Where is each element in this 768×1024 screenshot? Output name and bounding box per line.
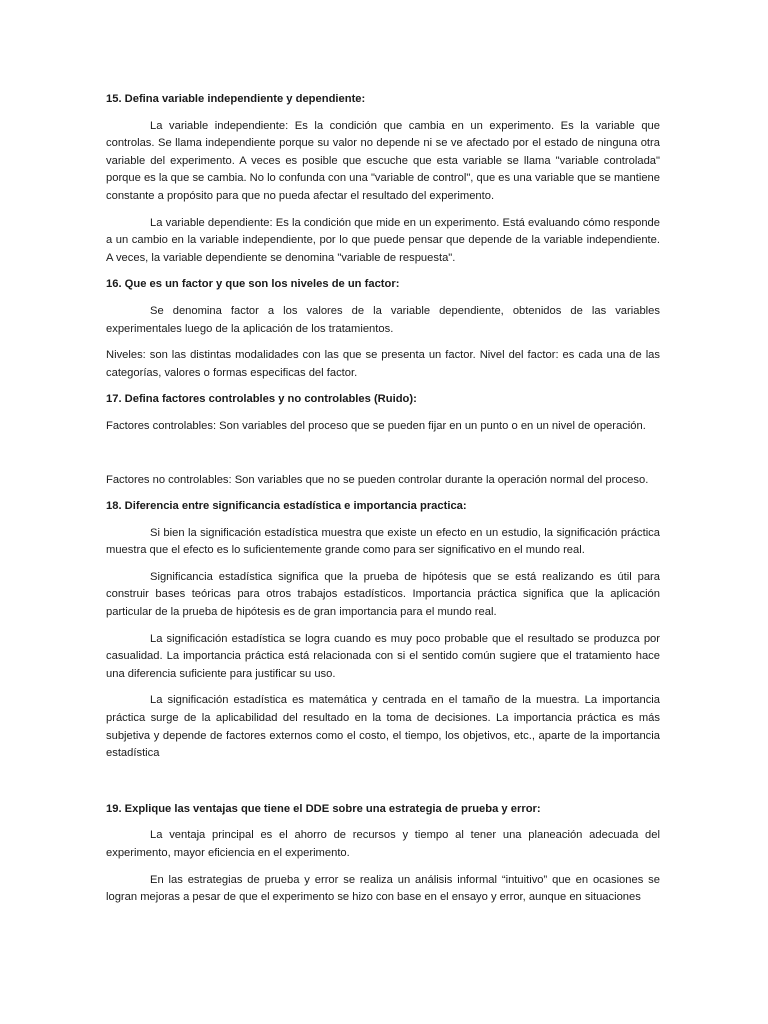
document-page (106, 91, 660, 916)
paragraph-dde-advantage: La ventaja principal es el ahorro de recursos y tiempo al tener una planeación adecuada del experimento, mayor eficiencia en el experimento. (106, 829, 660, 859)
paragraph-factor-levels: Niveles: son las distintas modalidades con las que se presenta un factor. Nivel del factor: es cada una de las categorías, valores o formas especificas del factor. (106, 349, 660, 379)
blank-spacer (106, 445, 660, 472)
section-heading-15: 15. Defina variable independiente y dependiente: (106, 93, 366, 105)
blank-spacer (106, 772, 660, 801)
paragraph-significance-3: La significación estadística se logra cuando es muy poco probable que el resultado se produzca por casualidad. La importancia práctica está relacionada con si el sentido común sugiere que el tratamiento hace una diferencia suficiente para justificar su uso. (106, 632, 660, 680)
paragraph-controllable-factors: Factores controlables: Son variables del proceso que se pueden fijar en un punto o en un nivel de operación. (106, 419, 646, 432)
section-heading-19: 19. Explique las ventajas que tiene el DDE sobre una estrategia de prueba y error: (106, 802, 541, 815)
paragraph-factor-definition: Se denomina factor a los valores de la variable dependiente, obtenidos de las variables experimentales luego de la aplicación de los tratamientos. (106, 304, 660, 335)
paragraph-dependent-variable: La variable dependiente: Es la condición que mide en un experimento. Está evaluando cómo responde a un cambio en la variable independiente, por lo que puede pensar que depende de la variable independiente. A veces, la variable dependiente se denomina "variable de respuesta". (106, 216, 660, 264)
section-heading-18: 18. Diferencia entre significancia estadística e importancia practica: (106, 500, 467, 513)
section-heading-17: 17. Defina factores controlables y no controlables (Ruido): (106, 393, 417, 406)
paragraph-significance-2: Significancia estadística significa que la prueba de hipótesis que se está realizando es útil para construir bases teóricas para otros trabajos estadísticos. Importancia práctica significa que la aplicación particular de la prueba de hipótesis es de gran importancia para el mundo real. (106, 570, 660, 619)
paragraph-significance-1: Si bien la significación estadística muestra que existe un efecto en un estudio, la significación práctica muestra que el efecto es lo suficientemente grande como para ser significativo en el mundo real. (106, 526, 660, 557)
paragraph-independent-variable: La variable independiente: Es la condición que cambia en un experimento. Es la variable que controlas. Se llama independiente porque su valor no depende ni se ve afectado por el estado de ninguna otra variable del experimento. A veces es posible que escuche que esta variable se llama "variable controlada" porque es la que se cambia. No lo confunda con una "variable de control", que es una variable que se mantiene constante a propósito para que no pueda afectar el resultado del experimento. (106, 119, 661, 202)
paragraph-significance-4: La significación estadística es matemática y centrada en el tamaño de la muestra. La importancia práctica surge de la aplicabilidad del resultado en la toma de decisiones. La importancia práctica es más subjetiva y depende de factores externos como el costo, el tiempo, los objetivos, etc., aparte de la importancia estadística (106, 694, 660, 760)
section-heading-16: 16. Que es un factor y que son los niveles de un factor: (106, 278, 400, 291)
paragraph-uncontrollable-factors: Factores no controlables: Son variables que no se pueden controlar durante la operación normal del proceso. (106, 473, 649, 486)
paragraph-trial-and-error: En las estrategias de prueba y error se realiza un análisis informal “intuitivo” que en ocasiones se logran mejoras a pesar de que el experimento se hizo con base en el ensayo y error, aunque en situaciones (106, 873, 660, 904)
